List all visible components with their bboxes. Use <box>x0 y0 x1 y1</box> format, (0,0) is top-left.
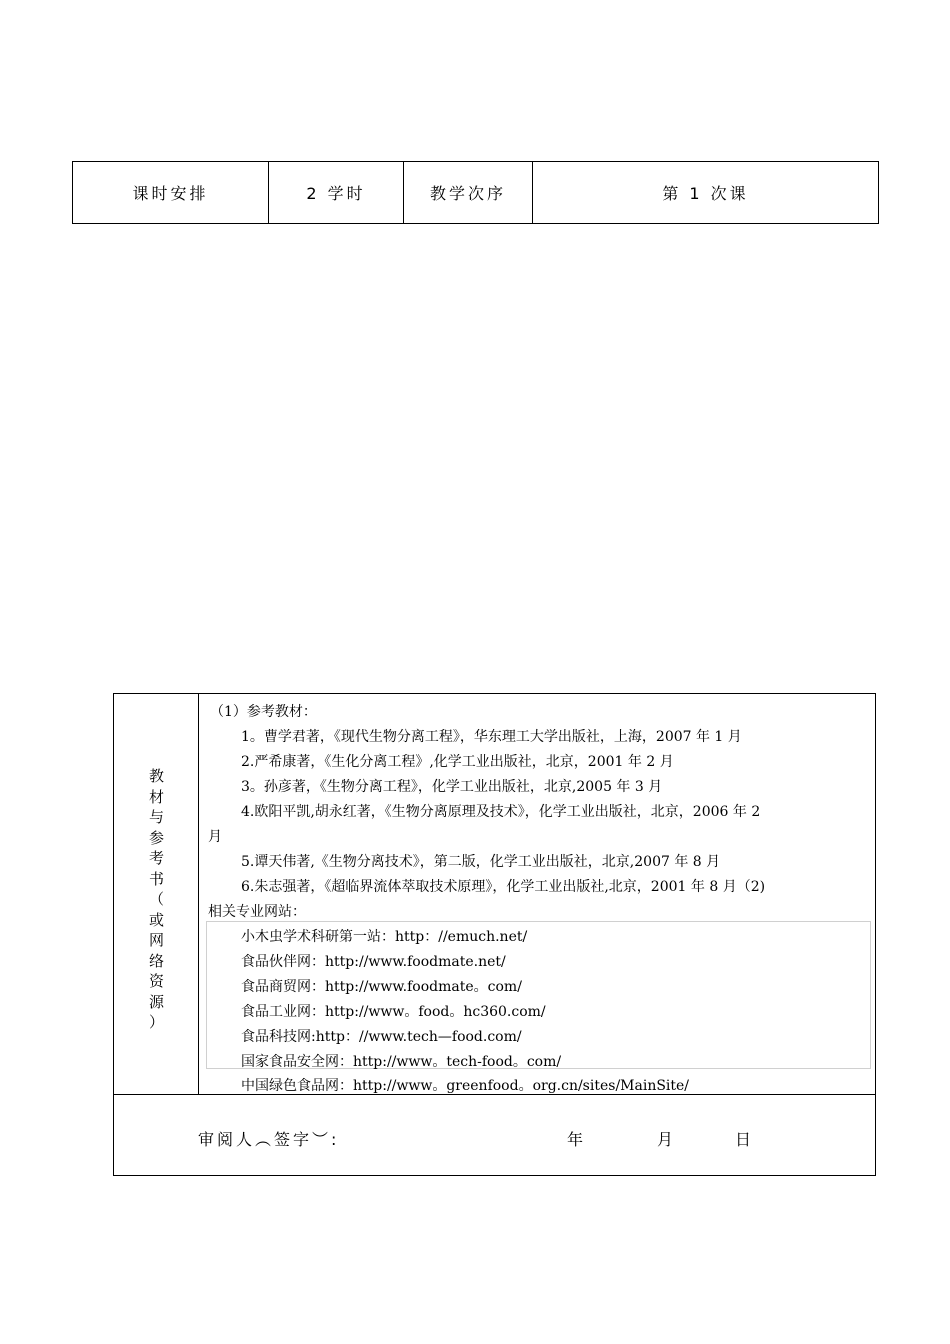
schedule-label: 课时安排 <box>73 162 269 224</box>
website-item[interactable]: 食品科技网:http：//www.tech—food.com/ <box>241 1029 522 1045</box>
schedule-hours: 2 学时 <box>269 162 404 224</box>
website-item[interactable]: 食品商贸网：http://www.foodmate。com/ <box>241 979 522 995</box>
book-item: 1。曹学君著，《现代生物分离工程》，华东理工大学出版社，上海，2007 年 1 月 <box>241 729 742 745</box>
row-divider <box>114 1094 875 1095</box>
label-char: 考 <box>148 849 164 867</box>
website-item[interactable]: 食品伙伴网：http://www.foodmate.net/ <box>241 954 506 970</box>
references-label-cell <box>114 694 199 1094</box>
website-item[interactable]: 中国绿色食品网：http://www。greenfood。org.cn/sites/MainSite/ <box>241 1078 690 1094</box>
label-char: （ <box>148 890 164 908</box>
label-char: 网 <box>148 931 164 949</box>
book-item: 5.谭天伟著,《生物分离技术》，第二版，化学工业出版社，北京,2007 年 8 月 <box>241 854 721 870</box>
label-char: 书 <box>148 869 164 888</box>
label-char: 材 <box>148 787 164 806</box>
label-char: 与 <box>148 808 164 826</box>
schedule-row <box>73 162 879 224</box>
label-char: 络 <box>148 951 164 970</box>
label-char: 或 <box>148 910 164 929</box>
label-char: 源 <box>148 992 164 1011</box>
signature-day: 日 <box>735 1130 755 1149</box>
order-label: 教学次序 <box>404 162 533 224</box>
website-item[interactable]: 食品工业网：http://www。food。hc360.com/ <box>241 1004 546 1020</box>
references-content <box>200 694 875 1094</box>
order-value: 第 1 次课 <box>533 162 879 224</box>
label-char: 教 <box>148 767 164 785</box>
references-table <box>113 693 876 1176</box>
book-item-continuation: 月 <box>208 829 222 845</box>
website-item[interactable]: 国家食品安全网：http://www。tech-food。com/ <box>241 1054 562 1070</box>
references-heading: （1）参考教材： <box>210 704 317 720</box>
references-vertical-label <box>114 766 199 1033</box>
label-char: ） <box>148 1013 164 1031</box>
websites-heading: 相关专业网站： <box>208 904 306 920</box>
book-item: 3。孙彦著，《生物分离工程》，化学工业出版社，北京,2005 年 3 月 <box>241 779 663 795</box>
signature-year: 年 <box>567 1130 587 1149</box>
book-item: 6.朱志强著，《超临界流体萃取技术原理》，化学工业出版社,北京，2001 年 8 月（2) <box>241 879 766 895</box>
schedule-table <box>72 161 879 224</box>
website-item[interactable]: 小木虫学术科研第一站：http：//emuch.net/ <box>241 929 528 945</box>
book-item: 4.欧阳平凯,胡永红著，《生物分离原理及技术》，化学工业出版社，北京，2006 年 2 <box>241 804 761 820</box>
signature-month: 月 <box>657 1130 677 1149</box>
label-char: 参 <box>148 828 164 847</box>
book-item: 2.严希康著，《生化分离工程》,化学工业出版社，北京，2001 年 2 月 <box>241 754 674 770</box>
label-char: 资 <box>148 972 164 990</box>
reviewer-signature-label: 审阅人︵签字︶: <box>198 1130 340 1149</box>
